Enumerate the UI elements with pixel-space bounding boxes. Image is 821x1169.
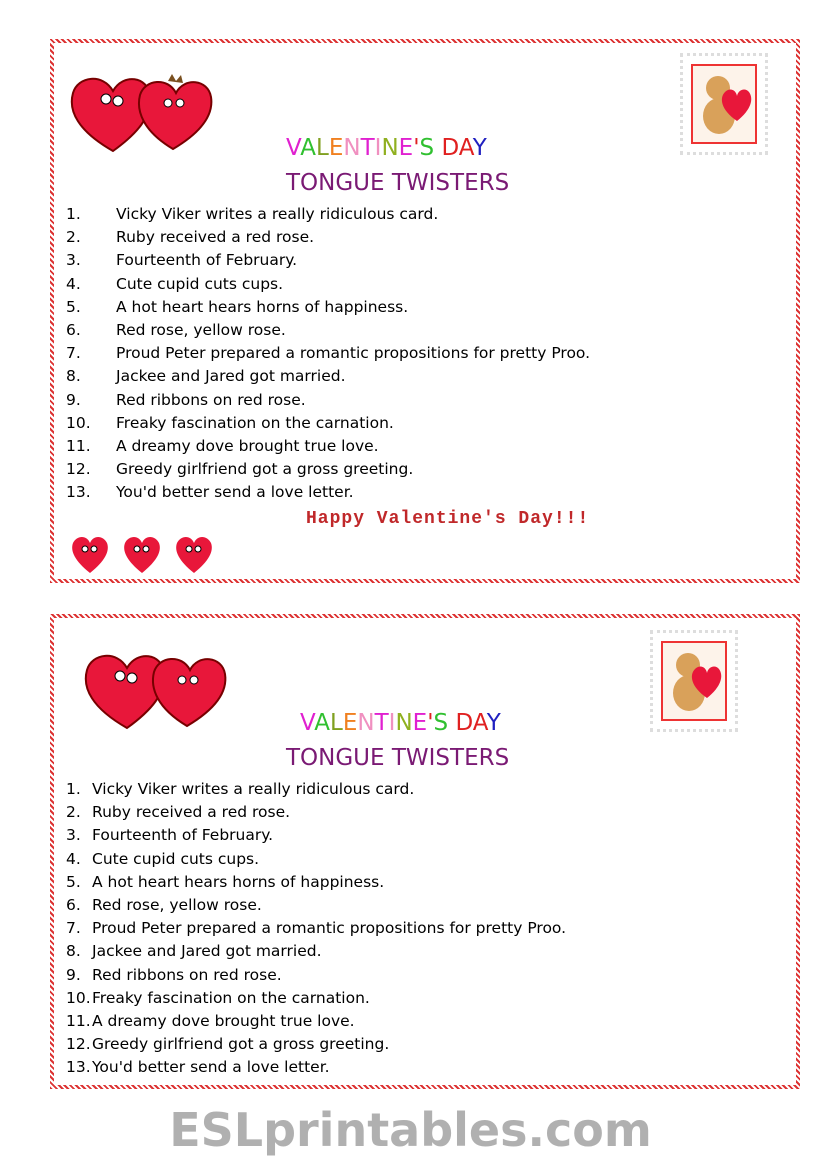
title-letter: V [300, 710, 315, 736]
item-number: 6. [66, 320, 81, 339]
item-text: Fourteenth of February. [92, 826, 274, 845]
list-item [66, 458, 590, 481]
list-item [66, 1056, 566, 1079]
title-letter: S [419, 135, 442, 161]
item-text: Ruby received a red rose. [116, 228, 315, 247]
item-text: A hot heart hears horns of happiness. [116, 297, 409, 316]
item-text: Ruby received a red rose. [92, 803, 291, 822]
title-letter: ' [427, 710, 434, 736]
list-item [66, 871, 566, 894]
title-letter: N [357, 710, 375, 736]
item-text: Freaky fascination on the carnation. [92, 988, 370, 1007]
item-number: 12. [66, 460, 91, 479]
title-letter: N [395, 710, 413, 736]
list-item [66, 848, 566, 871]
item-text: Vicky Viker writes a really ridiculous card. [116, 205, 439, 223]
three-hearts-icon [70, 533, 220, 575]
item-text: Freaky fascination on the carnation. [116, 413, 394, 432]
item-number: 5. [66, 297, 81, 316]
item-number: 7. [66, 919, 81, 938]
list-item [66, 1033, 566, 1056]
title-letter: S [433, 710, 456, 736]
title-letter: D [441, 135, 459, 161]
list-item [66, 319, 590, 342]
card-2 [50, 614, 800, 1089]
item-number: 6. [66, 895, 81, 914]
list-item [66, 940, 566, 963]
item-text: Red ribbons on red rose. [92, 965, 282, 984]
list-item [66, 778, 566, 801]
item-text: A hot heart hears horns of happiness. [92, 872, 385, 891]
item-number: 13. [66, 483, 91, 502]
item-text: Greedy girlfriend got a gross greeting. [116, 460, 414, 479]
item-number: 2. [66, 803, 81, 822]
title-letter: E [328, 135, 344, 161]
list-item [66, 481, 590, 504]
item-number: 4. [66, 849, 81, 868]
title-letter: L [316, 135, 329, 161]
list-item [66, 824, 566, 847]
item-number: 12. [66, 1035, 91, 1054]
tongue-twister-list [66, 778, 566, 1079]
item-number: 10. [66, 988, 91, 1007]
heart-couple-icon [82, 648, 232, 733]
happy-valentines-text: Happy Valentine's Day!!! [306, 509, 590, 529]
item-text: You'd better send a love letter. [92, 1058, 330, 1077]
item-number: 1. [66, 205, 81, 223]
list-item [66, 435, 590, 458]
teddy-bear-stamp [680, 53, 768, 155]
title-letter: T [374, 710, 389, 736]
item-number: 9. [66, 390, 81, 409]
list-item [66, 273, 590, 296]
heart-couple-icon [68, 71, 218, 156]
title-letter: I [388, 710, 396, 736]
item-text: Red ribbons on red rose. [116, 390, 306, 409]
title-letter: Y [486, 710, 501, 736]
title-line-1 [286, 135, 487, 161]
list-item [66, 917, 566, 940]
item-number: 10. [66, 413, 91, 432]
title-letter: D [455, 710, 473, 736]
title-letter: L [330, 710, 343, 736]
item-text: Jackee and Jared got married. [92, 942, 322, 961]
item-number: 3. [66, 826, 81, 845]
item-text: A dreamy dove brought true love. [116, 436, 379, 455]
title-letter: A [458, 135, 473, 161]
item-number: 3. [66, 251, 81, 270]
item-text: Cute cupid cuts cups. [116, 274, 284, 293]
item-text: Proud Peter prepared a romantic propositions for pretty Proo. [92, 919, 567, 938]
item-number: 5. [66, 872, 81, 891]
title-letter: A [472, 710, 487, 736]
item-text: You'd better send a love letter. [116, 483, 354, 502]
item-number: 4. [66, 274, 81, 293]
title-letter: ' [413, 135, 420, 161]
item-number: 7. [66, 344, 81, 363]
title-letter: A [300, 135, 316, 161]
list-item [66, 296, 590, 319]
item-number: 11. [66, 436, 91, 455]
title-line-2: TONGUE TWISTERS [286, 745, 510, 771]
list-item [66, 412, 590, 435]
title-letter: E [342, 710, 358, 736]
title-letter: V [286, 135, 301, 161]
watermark: ESLprintables.com [169, 1103, 652, 1157]
item-text: Cute cupid cuts cups. [92, 849, 260, 868]
teddy-bear-stamp [650, 630, 738, 732]
title-line-2: TONGUE TWISTERS [286, 170, 510, 196]
item-text: A dreamy dove brought true love. [92, 1011, 355, 1030]
title-letter: E [398, 135, 414, 161]
list-item [66, 249, 590, 272]
item-number: 13. [66, 1058, 91, 1077]
list-item [66, 365, 590, 388]
title-letter: Y [472, 135, 487, 161]
title-letter: N [381, 135, 399, 161]
list-item [66, 203, 590, 226]
tongue-twister-list [66, 203, 590, 504]
item-text: Fourteenth of February. [116, 251, 298, 270]
list-item [66, 226, 590, 249]
list-item [66, 987, 566, 1010]
item-number: 2. [66, 228, 81, 247]
list-item [66, 1010, 566, 1033]
list-item [66, 964, 566, 987]
item-text: Vicky Viker writes a really ridiculous card. [92, 780, 415, 798]
item-number: 11. [66, 1011, 91, 1030]
item-text: Jackee and Jared got married. [116, 367, 346, 386]
list-item [66, 342, 590, 365]
list-item [66, 894, 566, 917]
list-item [66, 389, 590, 412]
item-text: Red rose, yellow rose. [116, 320, 286, 339]
title-line-1 [300, 710, 501, 736]
item-number: 8. [66, 942, 81, 961]
item-number: 8. [66, 367, 81, 386]
title-letter: E [412, 710, 428, 736]
list-item [66, 801, 566, 824]
title-letter: I [374, 135, 382, 161]
title-letter: T [360, 135, 375, 161]
item-text: Greedy girlfriend got a gross greeting. [92, 1035, 390, 1054]
title-letter: A [314, 710, 330, 736]
item-text: Proud Peter prepared a romantic propositions for pretty Proo. [116, 344, 591, 363]
item-number: 9. [66, 965, 81, 984]
title-letter: N [343, 135, 361, 161]
item-number: 1. [66, 780, 81, 798]
item-text: Red rose, yellow rose. [92, 895, 262, 914]
card-1 [50, 39, 800, 583]
